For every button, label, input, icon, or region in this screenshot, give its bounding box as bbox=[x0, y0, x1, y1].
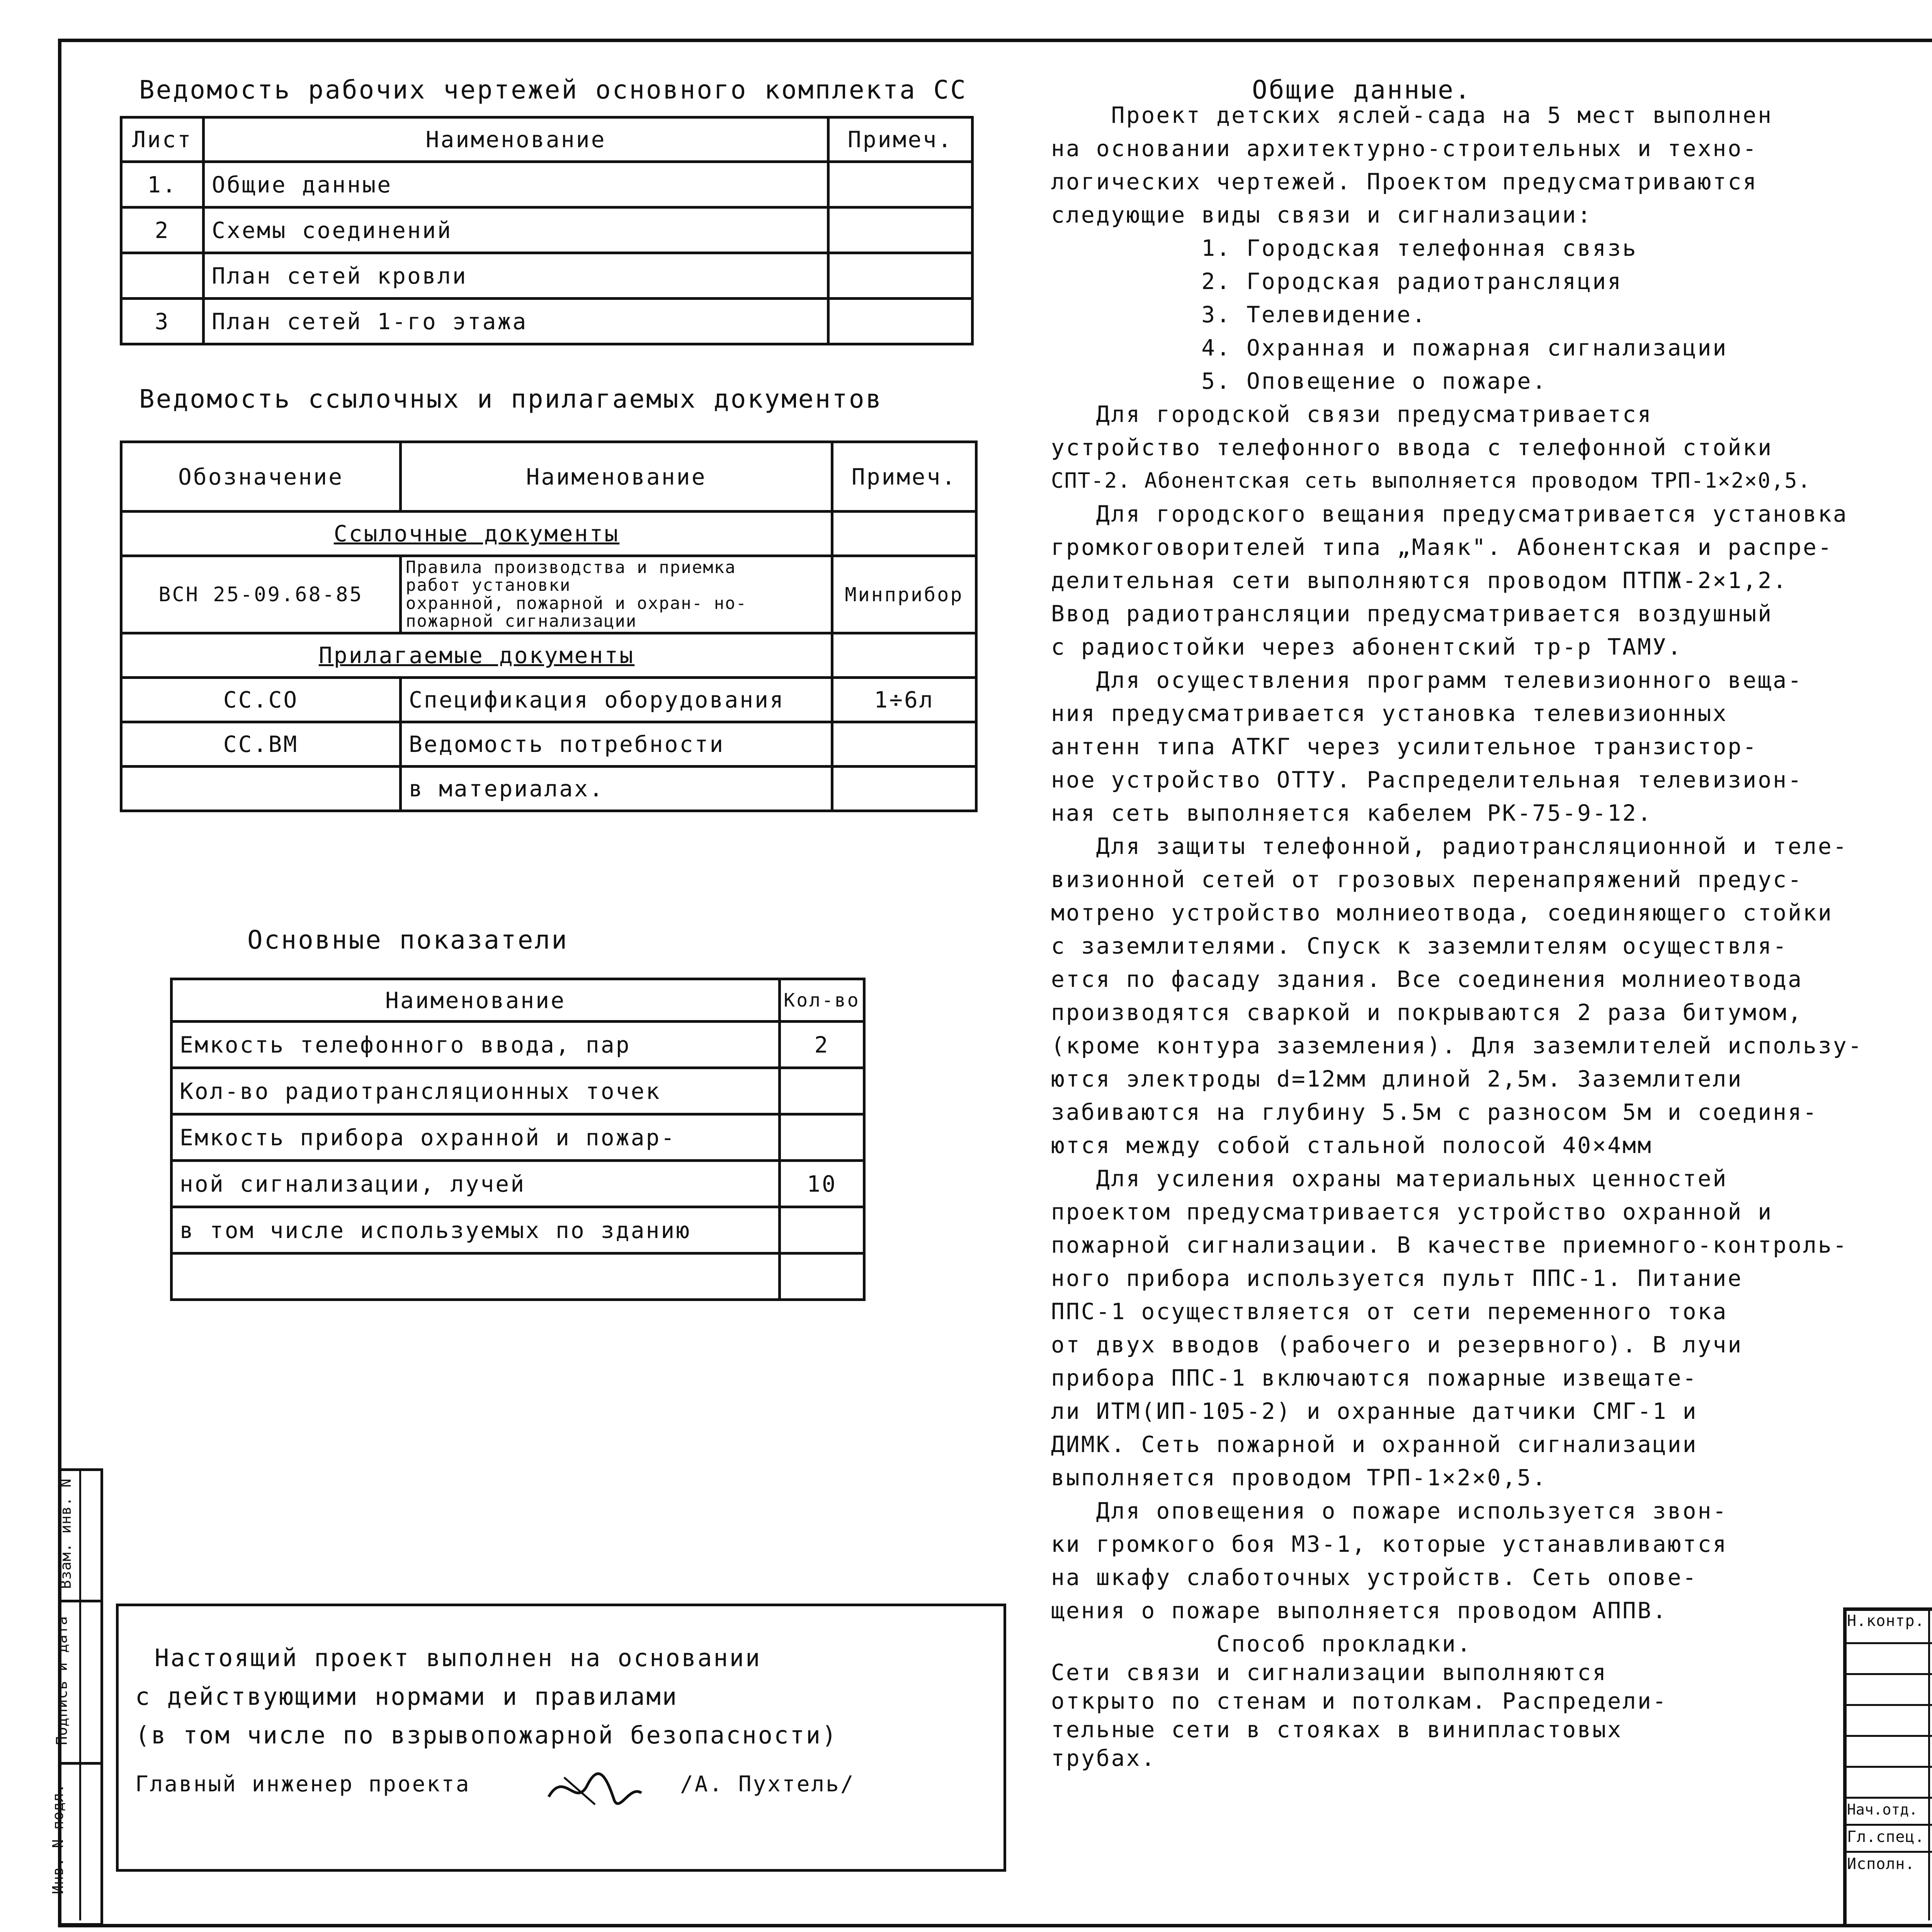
general-title: Общие данные. bbox=[1252, 75, 1472, 105]
table-row: Емкость прибора охранной и пожар- bbox=[172, 1114, 864, 1161]
side-label-inv: Инв. N подл. bbox=[49, 1783, 66, 1895]
table-row: СС.ВМ Ведомость потребности bbox=[121, 722, 976, 767]
indicators-title: Основные показатели bbox=[247, 925, 568, 955]
refs-table bbox=[120, 440, 978, 812]
refs-header-note: Примеч. bbox=[832, 442, 976, 512]
stamp-role-1: Н.контр. bbox=[1847, 1612, 1925, 1630]
table-row: Кол-во радиотрансляционных точек bbox=[172, 1068, 864, 1114]
refs-title: Ведомость ссылочных и прилагаемых документов bbox=[139, 384, 883, 414]
table-row bbox=[172, 1253, 864, 1300]
indicators-header-count: Кол-во bbox=[780, 979, 864, 1022]
table-row: Емкость телефонного ввода, пар 2 bbox=[172, 1022, 864, 1068]
engineer-name: /А. Пухтель/ bbox=[680, 1772, 855, 1797]
table-row: 3 План сетей 1-го этажа bbox=[121, 299, 973, 344]
table-row: СС.СО Спецификация оборудования 1÷6л bbox=[121, 678, 976, 722]
table-row: План сетей кровли bbox=[121, 253, 973, 299]
statement-line-3: (в том числе по взрывопожарной безопасности) bbox=[135, 1721, 838, 1749]
table-row: 1. Общие данные bbox=[121, 162, 973, 207]
stamp-role-4: Исполн. bbox=[1847, 1855, 1915, 1873]
vsn-text-2: охранной, пожарной и охран- но-пожарной сигнализации bbox=[406, 593, 747, 631]
refs-section-attached: Прилагаемые документы bbox=[121, 633, 832, 678]
side-label-replace: Взам. инв. N bbox=[57, 1478, 74, 1589]
statement-line-1: Настоящий проект выполнен на основании bbox=[155, 1644, 762, 1672]
engineer-signature bbox=[541, 1762, 649, 1816]
table-row: в том числе используемых по зданию bbox=[172, 1207, 864, 1253]
table-row: в материалах. bbox=[121, 767, 976, 811]
table-row: ной сигнализации, лучей 10 bbox=[172, 1161, 864, 1207]
indicators-table bbox=[170, 978, 866, 1301]
works-header-name: Наименование bbox=[204, 117, 828, 162]
vsn-note: Минприбор bbox=[832, 556, 976, 633]
table-row bbox=[121, 556, 976, 633]
indicators-header-name: Наименование bbox=[172, 979, 780, 1022]
refs-header-code: Обозначение bbox=[121, 442, 401, 512]
works-header-sheet: Лист bbox=[121, 117, 204, 162]
table-row: 2 Схемы соединений bbox=[121, 207, 973, 253]
refs-header-name: Наименование bbox=[401, 442, 832, 512]
stamp-role-3: Гл.спец. bbox=[1847, 1828, 1925, 1846]
vsn-code: ВСН 25-09.68-85 bbox=[121, 556, 401, 633]
engineer-label: Главный инженер проекта bbox=[135, 1772, 471, 1797]
refs-section-ref: Ссылочные документы bbox=[121, 512, 832, 556]
vsn-text-1: Правила производства и приемка работ установки bbox=[406, 558, 736, 595]
statement-line-2: с действующими нормами и правилами bbox=[135, 1682, 679, 1711]
works-title: Ведомость рабочих чертежей основного комплекта СС bbox=[139, 75, 968, 105]
stamp-role-2: Нач.отд. bbox=[1847, 1801, 1918, 1818]
side-label-sign: Подпись и дата bbox=[53, 1616, 70, 1745]
works-header-note: Примеч. bbox=[828, 117, 973, 162]
works-table bbox=[120, 116, 974, 345]
